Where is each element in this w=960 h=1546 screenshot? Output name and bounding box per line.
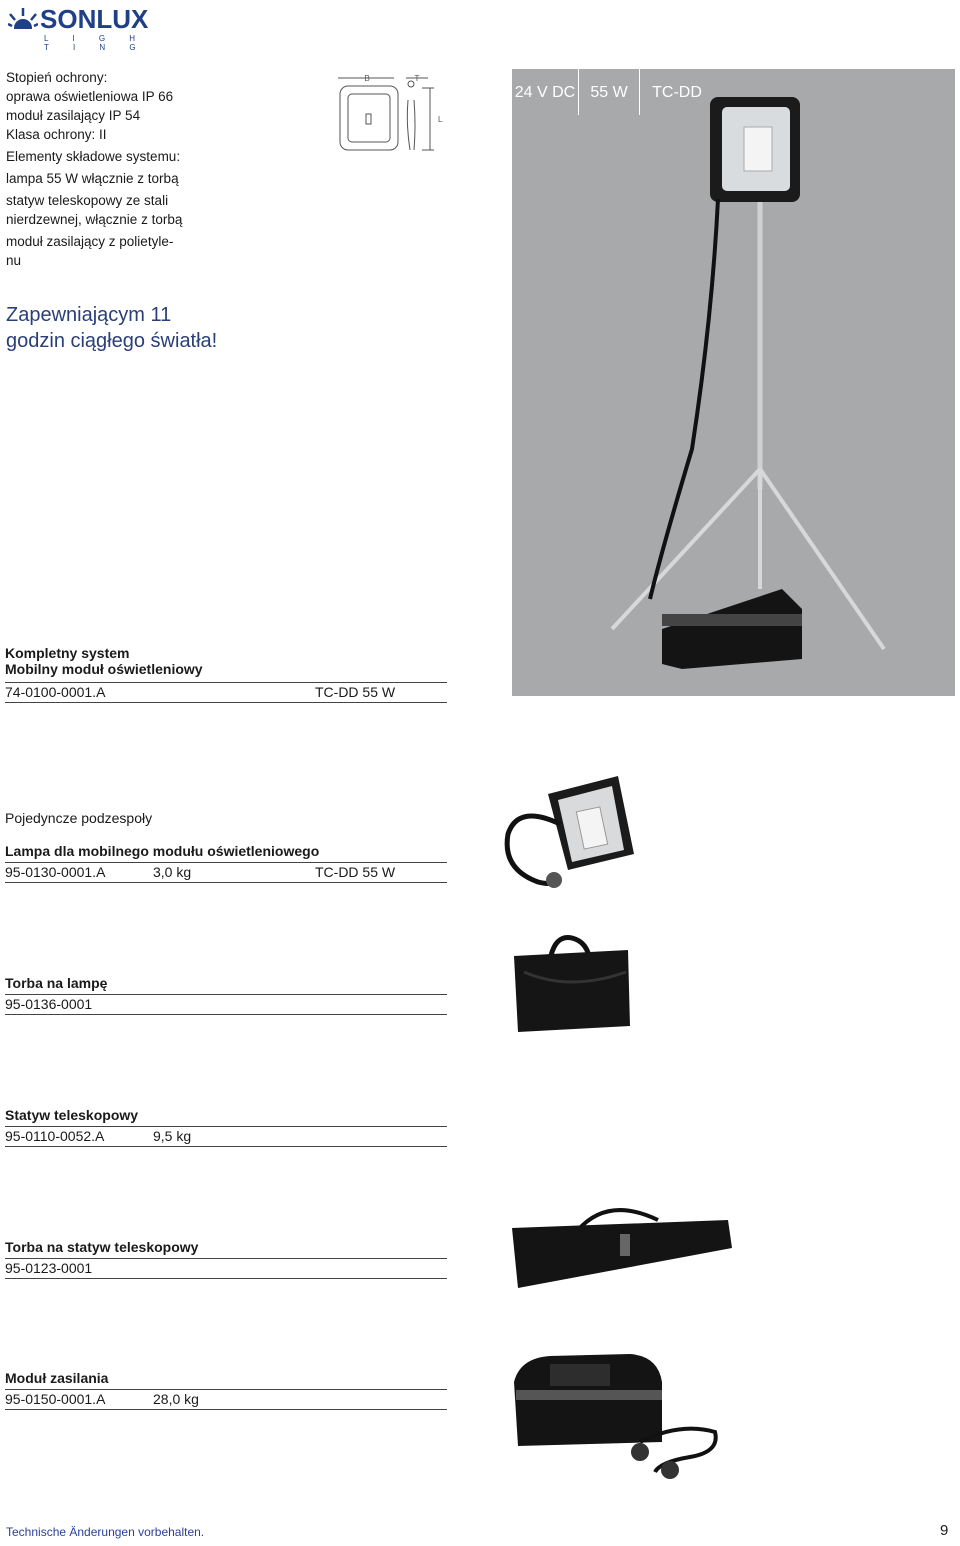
article-code: 95-0110-0052.A <box>5 1128 105 1144</box>
article-code: 74-0100-0001.A <box>5 684 106 700</box>
complete-system-section <box>5 645 447 703</box>
product-row <box>5 1258 447 1279</box>
spec-block <box>6 68 256 270</box>
spec-line: Klasa ochrony: II <box>6 127 107 142</box>
subassemblies-heading: Pojedyncze podzespoły <box>5 810 153 826</box>
weight: 28,0 kg <box>153 1391 199 1407</box>
section-title: Statyw teleskopowy <box>5 1107 139 1123</box>
lamp-type-badge: TC-DD <box>652 83 702 101</box>
product-row <box>5 1126 447 1147</box>
mobile-light-system-image <box>512 69 955 696</box>
dimension-diagram <box>334 70 448 154</box>
power-badge: 55 W <box>579 69 640 115</box>
power-module-section <box>5 1370 447 1410</box>
article-code: 95-0136-0001 <box>5 996 93 1012</box>
lamp-bag-section <box>5 975 447 1015</box>
footer-note: Technische Änderungen vorbehalten. <box>6 1525 205 1539</box>
weight: 3,0 kg <box>153 864 192 880</box>
article-code: 95-0130-0001.A <box>5 864 106 880</box>
lamp-image <box>498 774 638 892</box>
product-row <box>5 994 447 1015</box>
dim-t-label: T <box>414 74 420 83</box>
section-subtitle: Mobilny moduł oświetleniowy <box>5 661 203 677</box>
tripod-section <box>5 1107 447 1147</box>
section-title: Kompletny system <box>5 645 130 661</box>
page-number: 9 <box>940 1522 949 1539</box>
section-title: Lampa dla mobilnego modułu oświetleniowego <box>5 843 320 859</box>
product-row <box>5 682 447 703</box>
section-title: Torba na statyw teleskopowy <box>5 1239 199 1255</box>
voltage-badge: 24 V DC <box>512 69 579 115</box>
article-code: 95-0123-0001 <box>5 1260 93 1276</box>
power-module-image <box>510 1352 720 1482</box>
brand-name: SONLUX <box>40 4 149 34</box>
article-code: 95-0150-0001.A <box>5 1391 106 1407</box>
spec-line: Stopień ochrony: <box>6 70 108 85</box>
lamp-type: TC-DD 55 W <box>315 864 396 880</box>
element-item: moduł zasilający z polietyle-nu <box>6 234 174 268</box>
element-item: lampa 55 W włącznie z torbą <box>6 171 179 186</box>
product-row <box>5 1389 447 1410</box>
spec-line: oprawa oświetleniowa IP 66 <box>6 89 174 104</box>
section-title: Torba na lampę <box>5 975 108 991</box>
dim-l-label: L <box>438 115 443 124</box>
lamp-type: TC-DD 55 W <box>315 684 396 700</box>
element-item: statyw teleskopowy ze stali nierdzewnej, włącznie z torbą <box>6 193 183 227</box>
tripod-bag-image <box>508 1200 734 1290</box>
lamp-bag-image <box>510 932 635 1034</box>
section-title: Moduł zasilania <box>5 1370 109 1386</box>
tripod-bag-section <box>5 1239 447 1279</box>
elements-heading: Elementy składowe systemu: <box>6 149 181 164</box>
weight: 9,5 kg <box>153 1128 192 1144</box>
slogan: Zapewniającym 11 godzin ciągłego światła! <box>6 304 218 352</box>
sun-logo-icon <box>8 6 38 36</box>
dim-b-label: B <box>364 74 370 83</box>
brand-subtitle: L I G H T I N G <box>44 34 147 52</box>
lamp-section <box>5 843 447 883</box>
brand-logo <box>8 4 149 52</box>
spec-line: moduł zasilający IP 54 <box>6 108 141 123</box>
product-row <box>5 862 447 883</box>
